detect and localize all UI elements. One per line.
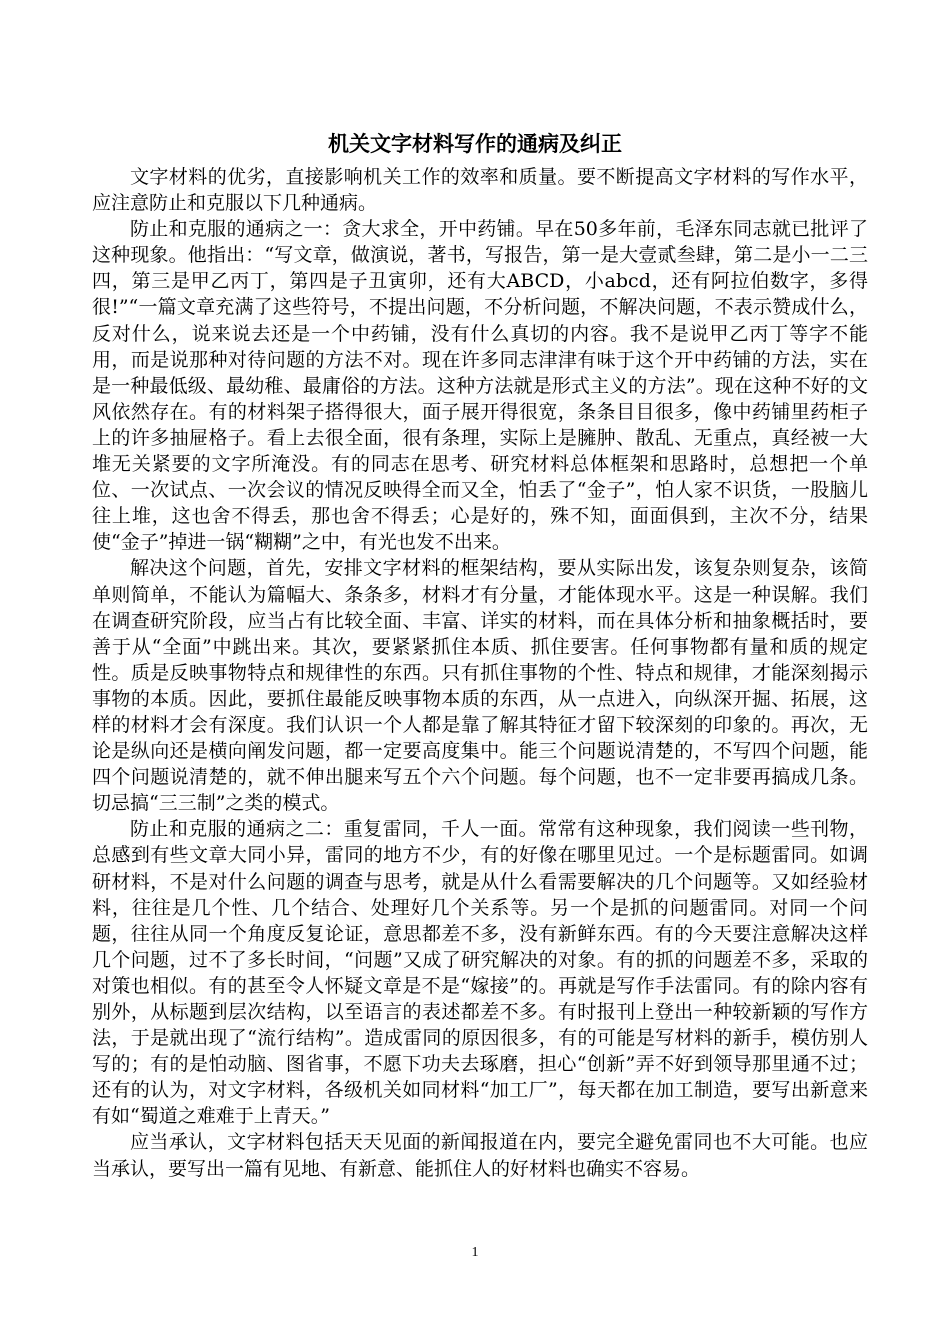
paragraph-problem-two: 防止和克服的通病之二：重复雷同，千人一面。常常有这种现象，我们阅读一些刊物，总感到有些文章大同小异，雷同的地方不少，有的好像在哪里见过。一个是标题雷同。如调研材料，不是对什么问题的调查与思考，就是从什么看需要解决的几个问题等。又如经验材料，往往是几个性、几个结合、处理好几个关系等。另一个是抓的问题雷同。对同一个问题，往往从同一个角度反复论证，意思都差不多，没有新鲜东西。有的今天要注意解决这样几个问题，过不了多长时间，“问题”又成了研究解决的对象。有的抓的问题差不多，采取的对策也相似。有的甚至令人怀疑文章是不是“嫁接”的。再就是写作手法雷同。有的除内容有别外，从标题到层次结构，以至语言的表述都差不多。有时报刊上登出一种较新颖的写作方法，于是就出现了“流行结构”。造成雷同的原因很多，有的可能是写材料的新手，模仿别人写的；有的是怕动脑、图省事，不愿下功夫去琢磨，担心“创新”弄不好到领导那里通不过；还有的认为，对文字材料，各级机关如同材料“加工厂”，每天都在加工制造，要写出新意来有如“蜀道之难难于上青天。” xyxy=(92,818,868,1128)
paragraph-intro: 文字材料的优劣，直接影响机关工作的效率和质量。要不断提高文字材料的写作水平，应注意防止和克服以下几种通病。 xyxy=(92,166,868,215)
page-number: 1 xyxy=(471,1245,479,1260)
paragraph-problem-one: 防止和克服的通病之一：贪大求全，开中药铺。早在50多年前，毛泽东同志就已批评了这种现象。他指出：“写文章，做演说，著书，写报告，第一是大壹贰叁肆，第二是小一二三四，第三是甲乙丙丁，第四是子丑寅卯，还有大ABCD，小abcd，还有阿拉伯数字，多得很!”“一篇文章充满了这些符号，不提出问题，不分析问题，不解决问题，不表示赞成什么，反对什么，说来说去还是一个中药铺，没有什么真切的内容。我不是说甲乙丙丁等字不能用，而是说那种对待问题的方法不对。现在许多同志津津有味于这个开中药铺的方法，实在是一种最低级、最幼稚、最庸俗的方法。这种方法就是形式主义的方法”。现在这种不好的文风依然存在。有的材料架子搭得很大，面子展开得很宽，条条目目很多，像中药铺里药柜子上的许多抽屉格子。看上去很全面，很有条理，实际上是臃肿、散乱、无重点，真经被一大堆无关紧要的文字所淹没。有的同志在思考、研究材料总体框架和思路时，总想把一个单位、一次试点、一次会议的情况反映得全而又全，怕丢了“金子”，怕人家不识货，一股脑儿往上堆，这也舍不得丢，那也舍不得丢；心是好的，殊不知，面面俱到，主次不分，结果使“金子”掉进一锅“糊糊”之中，有光也发不出来。 xyxy=(92,218,868,554)
paragraph-solution-one: 解决这个问题，首先，安排文字材料的框架结构，要从实际出发，该复杂则复杂，该简单则简单，不能认为篇幅大、条条多，材料才有分量，才能体现水平。这是一种误解。我们在调查研究阶段，应当占有比较全面、丰富、详实的材料，而在具体分析和抽象概括时，要善于从“全面”中跳出来。其次，要紧紧抓住本质、抓住要害。任何事物都有量和质的规定性。质是反映事物特点和规律性的东西。只有抓住事物的个性、特点和规律，才能深刻揭示事物的本质。因此，要抓住最能反映事物本质的东西，从一点进入，向纵深开掘、拓展，这样的材料才会有深度。我们认识一个人都是靠了解其特征才留下较深刻的印象的。再次，无论是纵向还是横向阐发问题，都一定要高度集中。能三个问题说清楚的，不写四个问题，能四个问题说清楚的，就不伸出腿来写五个六个问题。每个问题，也不一定非要再搞成几条。切忌搞“三三制”之类的模式。 xyxy=(92,557,868,815)
document-title: 机关文字材料写作的通病及纠正 xyxy=(328,132,622,156)
paragraph-acknowledgement: 应当承认，文字材料包括天天见面的新闻报道在内，要完全避免雷同也不大可能。也应当承认，要写出一篇有见地、有新意、能抓住人的好材料也确实不容易。 xyxy=(92,1131,868,1180)
document-body xyxy=(92,164,868,1182)
